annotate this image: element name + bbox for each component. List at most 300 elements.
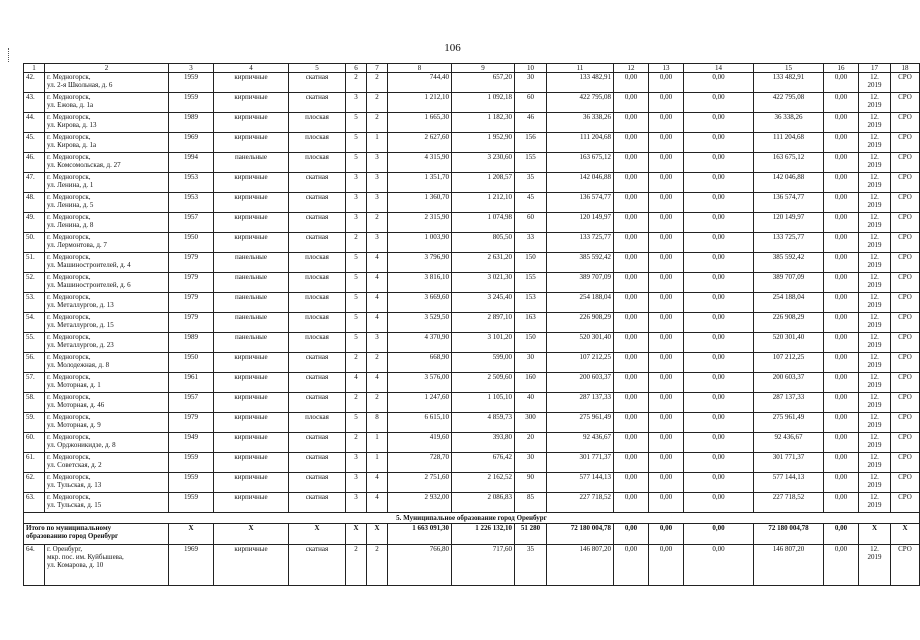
living-area-cell: 3 101,20	[452, 333, 515, 353]
row-number: 60.	[24, 433, 45, 453]
total-area-cell: 2 932,00	[388, 493, 452, 513]
address-cell	[45, 73, 169, 93]
deadline-year: 2019	[867, 241, 882, 249]
deadline-month: 12.	[870, 133, 879, 141]
floors-cell: 2	[346, 433, 367, 453]
deadline-cell	[859, 233, 891, 253]
address-line: ул. Комсомольская, д. 27	[47, 161, 121, 169]
address-line: г. Медногорск,	[47, 313, 91, 321]
residents-cell: 20	[515, 433, 547, 453]
deadline-cell	[859, 173, 891, 193]
column-number: 1	[24, 64, 45, 73]
deadline-year: 2019	[867, 501, 882, 509]
wall-material-cell: панельные	[214, 253, 289, 273]
floors-cell: 5	[346, 273, 367, 293]
wall-material-cell: кирпичные	[214, 545, 289, 586]
cost-cell: 422 795,08	[754, 93, 824, 113]
wall-material-cell: кирпичные	[214, 433, 289, 453]
cost-cell: 0,00	[824, 373, 859, 393]
cost-cell: 0,00	[649, 253, 684, 273]
cost-cell: 0,00	[614, 393, 649, 413]
cost-total-cell: 385 592,42	[547, 253, 614, 273]
living-area-cell: 1 074,98	[452, 213, 515, 233]
total-area-cell: 6 615,10	[388, 413, 452, 433]
column-number: 2	[45, 64, 169, 73]
cost-cell: 0,00	[614, 453, 649, 473]
column-number: 18	[891, 64, 920, 73]
table-row	[24, 413, 920, 433]
method-cell: СРО	[891, 353, 920, 373]
cost-total-cell: 107 212,25	[547, 353, 614, 373]
cost-cell: 385 592,42	[754, 253, 824, 273]
cost-cell: 0,00	[614, 153, 649, 173]
row-number: 43.	[24, 93, 45, 113]
column-number: 7	[367, 64, 388, 73]
entrances-cell: 4	[367, 253, 388, 273]
living-area-cell: 3 230,60	[452, 153, 515, 173]
row-number: 61.	[24, 453, 45, 473]
cost-cell: 0,00	[824, 473, 859, 493]
row-number: 44.	[24, 113, 45, 133]
entrances-cell: 2	[367, 93, 388, 113]
deadline-year: 2019	[867, 481, 882, 489]
row-number: 63.	[24, 493, 45, 513]
floors-cell: 2	[346, 545, 367, 586]
method-cell: СРО	[891, 133, 920, 153]
address-cell	[45, 213, 169, 233]
cost-cell: 0,00	[614, 493, 649, 513]
year-cell: 1989	[169, 113, 214, 133]
entrances-cell: 1	[367, 453, 388, 473]
living-area-cell: 4 859,73	[452, 413, 515, 433]
cost-total-cell: 301 771,37	[547, 453, 614, 473]
row-number: 53.	[24, 293, 45, 313]
floors-cell: 3	[346, 173, 367, 193]
residents-cell: 60	[515, 93, 547, 113]
entrances-cell: 2	[367, 73, 388, 93]
residents-cell: 40	[515, 393, 547, 413]
floors-cell: 5	[346, 113, 367, 133]
cost-cell: 0,00	[649, 113, 684, 133]
address-cell	[45, 453, 169, 473]
year-cell: 1959	[169, 73, 214, 93]
cost-cell: 0,00	[684, 473, 754, 493]
cost-cell: 0,00	[614, 413, 649, 433]
cost-cell: 0,00	[684, 73, 754, 93]
cost-cell: 0,00	[684, 113, 754, 133]
address-line: ул. Молодежная, д. 8	[47, 361, 110, 369]
address-cell	[45, 273, 169, 293]
cost-cell: 0,00	[824, 413, 859, 433]
floors-cell: 5	[346, 133, 367, 153]
cost-cell: 0,00	[824, 333, 859, 353]
column-number: 16	[824, 64, 859, 73]
column-number: 3	[169, 64, 214, 73]
cost-total-cell: 36 338,26	[547, 113, 614, 133]
total-area-cell: 4 315,90	[388, 153, 452, 173]
roof-type-cell: скатная	[289, 233, 346, 253]
deadline-month: 12.	[870, 413, 879, 421]
cost-cell: 0,00	[684, 453, 754, 473]
cost-cell: 0,00	[824, 273, 859, 293]
cost-cell: 0,00	[684, 233, 754, 253]
year-cell: 1959	[169, 93, 214, 113]
address-line: г. Медногорск,	[47, 353, 91, 361]
cost-cell: 0,00	[649, 73, 684, 93]
cost-cell: 0,00	[824, 353, 859, 373]
method-cell: СРО	[891, 545, 920, 586]
table-row	[24, 293, 920, 313]
address-cell	[45, 333, 169, 353]
roof-type-cell: плоская	[289, 133, 346, 153]
cost-cell: 92 436,67	[754, 433, 824, 453]
page-number: 106	[444, 42, 461, 54]
wall-material-cell: кирпичные	[214, 93, 289, 113]
cost-cell: 0,00	[684, 173, 754, 193]
residents-cell: 153	[515, 293, 547, 313]
entrances-cell: 3	[367, 233, 388, 253]
floors-cell: 5	[346, 333, 367, 353]
living-area-cell: 1 182,30	[452, 113, 515, 133]
deadline-cell	[859, 213, 891, 233]
wall-material-cell: кирпичные	[214, 453, 289, 473]
cost-total-cell: 111 204,68	[547, 133, 614, 153]
method-cell: СРО	[891, 73, 920, 93]
method-cell: СРО	[891, 193, 920, 213]
address-cell	[45, 353, 169, 373]
floors-cell: 3	[346, 493, 367, 513]
method-cell: СРО	[891, 473, 920, 493]
residents-cell: 150	[515, 333, 547, 353]
cost-total-cell: 200 603,37	[547, 373, 614, 393]
cost-cell: 0,00	[824, 133, 859, 153]
method-cell: СРО	[891, 493, 920, 513]
total-cost-cell: 0,00	[614, 524, 649, 545]
entrances-cell: 4	[367, 313, 388, 333]
cost-cell: 0,00	[614, 113, 649, 133]
floors-cell: 3	[346, 213, 367, 233]
total-area-cell: 1 351,70	[388, 173, 452, 193]
cost-cell: 254 188,04	[754, 293, 824, 313]
entrances-cell: 4	[367, 373, 388, 393]
cost-cell: 163 675,12	[754, 153, 824, 173]
row-number: 56.	[24, 353, 45, 373]
cost-cell: 0,00	[614, 193, 649, 213]
entrances-cell: 2	[367, 353, 388, 373]
total-cost-cell: 0,00	[649, 524, 684, 545]
year-cell: 1979	[169, 293, 214, 313]
cost-cell: 0,00	[649, 413, 684, 433]
living-area-cell: 676,42	[452, 453, 515, 473]
cost-cell: 0,00	[684, 433, 754, 453]
floors-cell: 5	[346, 313, 367, 333]
cost-cell: 0,00	[649, 173, 684, 193]
total-cost-cell: 0,00	[684, 524, 754, 545]
address-cell	[45, 413, 169, 433]
address-line: ул. Комарова, д. 10	[47, 561, 104, 569]
wall-material-cell: кирпичные	[214, 353, 289, 373]
cost-cell: 0,00	[649, 233, 684, 253]
total-residents: 51 280	[515, 524, 547, 545]
cost-total-cell: 136 574,77	[547, 193, 614, 213]
cost-cell: 0,00	[684, 253, 754, 273]
deadline-year: 2019	[867, 101, 882, 109]
deadline-year: 2019	[867, 221, 882, 229]
cost-cell: 0,00	[614, 233, 649, 253]
cost-total-cell: 520 301,40	[547, 333, 614, 353]
wall-material-cell: панельные	[214, 273, 289, 293]
living-area-cell: 2 897,10	[452, 313, 515, 333]
deadline-cell	[859, 153, 891, 173]
deadline-month: 12.	[870, 273, 879, 281]
cost-cell: 389 707,09	[754, 273, 824, 293]
deadline-year: 2019	[867, 381, 882, 389]
roof-type-cell: скатная	[289, 93, 346, 113]
deadline-month: 12.	[870, 393, 879, 401]
roof-type-cell: плоская	[289, 333, 346, 353]
total-x: Х	[169, 524, 214, 545]
address-cell	[45, 433, 169, 453]
section-title: 5. Муниципальное образование город Оренбург	[24, 513, 920, 524]
deadline-year: 2019	[867, 141, 882, 149]
roof-type-cell: скатная	[289, 393, 346, 413]
table-row	[24, 545, 920, 586]
floors-cell: 2	[346, 393, 367, 413]
total-label-line: образованию город Оренбург	[26, 532, 119, 540]
column-number: 11	[547, 64, 614, 73]
column-number: 17	[859, 64, 891, 73]
cost-cell: 0,00	[824, 153, 859, 173]
roof-type-cell: скатная	[289, 353, 346, 373]
wall-material-cell: панельные	[214, 313, 289, 333]
method-cell: СРО	[891, 113, 920, 133]
address-line: г. Медногорск,	[47, 373, 91, 381]
roof-type-cell: скатная	[289, 453, 346, 473]
cost-cell: 36 338,26	[754, 113, 824, 133]
deadline-year: 2019	[867, 441, 882, 449]
total-area-cell: 2 315,90	[388, 213, 452, 233]
wall-material-cell: панельные	[214, 153, 289, 173]
cost-cell: 0,00	[824, 173, 859, 193]
address-line: ул. Моторная, д. 46	[47, 401, 105, 409]
total-area-cell: 668,90	[388, 353, 452, 373]
deadline-cell	[859, 413, 891, 433]
cost-cell: 136 574,77	[754, 193, 824, 213]
deadline-year: 2019	[867, 261, 882, 269]
cost-cell: 0,00	[824, 253, 859, 273]
address-cell	[45, 153, 169, 173]
cost-total-cell: 142 046,88	[547, 173, 614, 193]
cost-cell: 577 144,13	[754, 473, 824, 493]
deadline-month: 12.	[870, 113, 879, 121]
cost-cell: 0,00	[649, 153, 684, 173]
year-cell: 1979	[169, 273, 214, 293]
address-line: г. Медногорск,	[47, 393, 91, 401]
table-row	[24, 373, 920, 393]
total-area-cell: 3 796,90	[388, 253, 452, 273]
entrances-cell: 8	[367, 413, 388, 433]
address-cell	[45, 293, 169, 313]
residents-cell: 30	[515, 353, 547, 373]
entrances-cell: 2	[367, 545, 388, 586]
wall-material-cell: панельные	[214, 293, 289, 313]
address-line: г. Медногорск,	[47, 73, 91, 81]
address-line: г. Медногорск,	[47, 333, 91, 341]
deadline-year: 2019	[867, 301, 882, 309]
residents-cell: 160	[515, 373, 547, 393]
address-line: г. Медногорск,	[47, 253, 91, 261]
deadline-cell	[859, 313, 891, 333]
table-row	[24, 113, 920, 133]
cost-cell: 0,00	[649, 545, 684, 586]
roof-type-cell: скатная	[289, 373, 346, 393]
method-cell: СРО	[891, 153, 920, 173]
cost-cell: 287 137,33	[754, 393, 824, 413]
address-line: мкр. пос. им. Куйбышева,	[47, 553, 124, 561]
cost-cell: 0,00	[649, 473, 684, 493]
address-line: г. Медногорск,	[47, 273, 91, 281]
deadline-month: 12.	[870, 193, 879, 201]
cost-cell: 0,00	[684, 353, 754, 373]
year-cell: 1969	[169, 133, 214, 153]
cost-cell: 0,00	[614, 173, 649, 193]
row-number: 49.	[24, 213, 45, 233]
table-row	[24, 93, 920, 113]
table-row	[24, 473, 920, 493]
table-row	[24, 333, 920, 353]
entrances-cell: 3	[367, 193, 388, 213]
total-x: Х	[891, 524, 920, 545]
method-cell: СРО	[891, 233, 920, 253]
cost-cell: 0,00	[614, 333, 649, 353]
floors-cell: 2	[346, 73, 367, 93]
wall-material-cell: кирпичные	[214, 193, 289, 213]
year-cell: 1979	[169, 313, 214, 333]
cost-cell: 0,00	[614, 473, 649, 493]
living-area-cell: 2 162,52	[452, 473, 515, 493]
cost-cell: 301 771,37	[754, 453, 824, 473]
deadline-month: 12.	[870, 433, 879, 441]
total-area-cell: 766,80	[388, 545, 452, 586]
row-number: 57.	[24, 373, 45, 393]
address-cell	[45, 473, 169, 493]
address-line: ул. Кирова, д. 1а	[47, 141, 97, 149]
deadline-month: 12.	[870, 473, 879, 481]
cost-cell: 0,00	[684, 545, 754, 586]
cost-cell: 0,00	[614, 353, 649, 373]
column-number: 4	[214, 64, 289, 73]
cost-cell: 0,00	[684, 293, 754, 313]
total-x: Х	[346, 524, 367, 545]
method-cell: СРО	[891, 453, 920, 473]
cost-cell: 0,00	[684, 373, 754, 393]
address-cell	[45, 233, 169, 253]
cost-cell: 0,00	[684, 333, 754, 353]
year-cell: 1957	[169, 393, 214, 413]
year-cell: 1979	[169, 253, 214, 273]
cost-cell: 0,00	[684, 133, 754, 153]
roof-type-cell: скатная	[289, 473, 346, 493]
deadline-month: 12.	[870, 453, 879, 461]
living-area-cell: 3 245,40	[452, 293, 515, 313]
floors-cell: 5	[346, 253, 367, 273]
address-line: ул. Кирова, д. 13	[47, 121, 97, 129]
wall-material-cell: кирпичные	[214, 113, 289, 133]
address-line: г. Медногорск,	[47, 233, 91, 241]
residents-cell: 33	[515, 233, 547, 253]
table-row	[24, 433, 920, 453]
deadline-cell	[859, 333, 891, 353]
table-row	[24, 313, 920, 333]
floors-cell: 3	[346, 93, 367, 113]
cost-cell: 0,00	[649, 333, 684, 353]
total-area-cell: 728,70	[388, 453, 452, 473]
residents-cell: 155	[515, 153, 547, 173]
entrances-cell: 3	[367, 333, 388, 353]
total-area-cell: 3 669,60	[388, 293, 452, 313]
cost-cell: 0,00	[614, 373, 649, 393]
row-number: 42.	[24, 73, 45, 93]
address-line: г. Медногорск,	[47, 193, 91, 201]
address-line: ул. Ежова, д. 1а	[47, 101, 94, 109]
address-line: г. Медногорск,	[47, 133, 91, 141]
roof-type-cell: плоская	[289, 273, 346, 293]
entrances-cell: 3	[367, 173, 388, 193]
cost-cell: 226 908,29	[754, 313, 824, 333]
table-row	[24, 493, 920, 513]
cost-total-cell: 254 188,04	[547, 293, 614, 313]
column-number: 14	[684, 64, 754, 73]
living-area-cell: 1 212,10	[452, 193, 515, 213]
column-number: 13	[649, 64, 684, 73]
deadline-month: 12.	[870, 493, 879, 501]
address-line: г. Медногорск,	[47, 433, 91, 441]
table-row	[24, 73, 920, 93]
address-line: ул. Орджоникидзе, д. 8	[47, 441, 116, 449]
row-number: 48.	[24, 193, 45, 213]
deadline-month: 12.	[870, 353, 879, 361]
deadline-cell	[859, 433, 891, 453]
entrances-cell: 1	[367, 133, 388, 153]
deadline-month: 12.	[870, 373, 879, 381]
cost-total-cell: 577 144,13	[547, 473, 614, 493]
table-row	[24, 133, 920, 153]
total-area-cell: 1 665,30	[388, 113, 452, 133]
deadline-month: 12.	[870, 173, 879, 181]
total-x: Х	[214, 524, 289, 545]
cost-total-cell: 146 807,20	[547, 545, 614, 586]
deadline-month: 12.	[870, 153, 879, 161]
cost-cell: 0,00	[649, 273, 684, 293]
cost-cell: 0,00	[824, 113, 859, 133]
row-number: 51.	[24, 253, 45, 273]
cost-total-cell: 227 718,52	[547, 493, 614, 513]
deadline-year: 2019	[867, 401, 882, 409]
address-cell	[45, 93, 169, 113]
residents-cell: 60	[515, 213, 547, 233]
total-x: Х	[859, 524, 891, 545]
living-area-cell: 717,60	[452, 545, 515, 586]
address-line: ул. Тульская, д. 13	[47, 481, 102, 489]
cost-cell: 0,00	[649, 353, 684, 373]
floors-cell: 3	[346, 473, 367, 493]
total-cost: 72 180 004,78	[547, 524, 614, 545]
cost-cell: 0,00	[614, 93, 649, 113]
total-area-cell: 4 370,90	[388, 333, 452, 353]
address-line: ул. Лермонтова, д. 7	[47, 241, 107, 249]
cost-cell: 0,00	[614, 545, 649, 586]
floors-cell: 5	[346, 153, 367, 173]
